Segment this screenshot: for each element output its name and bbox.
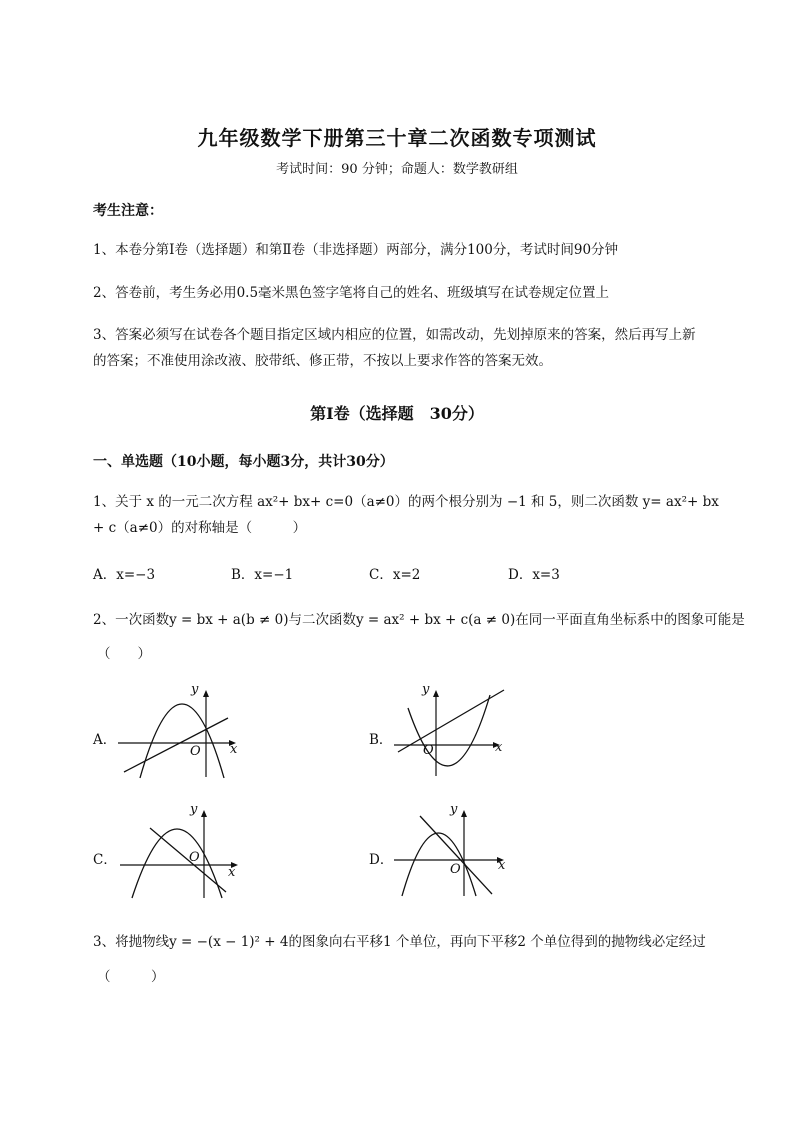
page-title: 九年级数学下册第三十章二次函数专项测试 — [197, 126, 597, 150]
y-axis-arrow — [433, 690, 439, 697]
line — [420, 816, 492, 894]
q2-option-c-label: C． — [93, 852, 117, 868]
line — [398, 690, 504, 752]
question-1-text-cont: + c（a≠0）的对称轴是（ ） — [93, 520, 307, 536]
q2-option-d-label: D． — [369, 852, 394, 868]
q2-graph-c — [110, 800, 250, 902]
y-axis-arrow — [203, 690, 209, 697]
y-axis-label: y — [191, 682, 199, 697]
question-2-text: 2、一次函数y = bx + a(b ≠ 0)与二次函数y = ax² + bx + c(a ≠ 0)在同一平面直角坐标系中的图象可能是 — [93, 612, 745, 628]
x-axis-label: x — [230, 742, 238, 757]
y-axis-label: y — [190, 802, 198, 817]
origin-label: O — [423, 743, 434, 758]
exam-info: 考试时间：90 分钟；命题人：数学教研组 — [276, 162, 518, 177]
y-axis-label: y — [450, 802, 458, 817]
q2-graph-d — [390, 800, 520, 902]
notice-heading: 考生注意： — [93, 203, 163, 219]
notice-item-3: 3、答案必须写在试卷各个题目指定区域内相应的位置，如需改动，先划掉原来的答案，然后再写上新 — [93, 327, 696, 343]
y-axis-arrow — [461, 810, 467, 817]
parabola — [140, 704, 224, 778]
q2-option-a-label: A． — [93, 732, 117, 748]
q1-option-a: A．x=−3 — [93, 567, 156, 583]
q1-option-d: D．x=3 — [508, 567, 560, 583]
x-axis-label: x — [498, 858, 506, 873]
parabola — [132, 829, 222, 898]
origin-label: O — [450, 862, 461, 877]
origin-label: O — [190, 744, 201, 759]
q2-graph-a — [110, 680, 250, 780]
x-axis-label: x — [228, 865, 236, 880]
x-axis-label: x — [495, 740, 503, 755]
y-axis-arrow — [201, 810, 207, 817]
notice-item-2: 2、答卷前，考生务必用0.5毫米黑色签字笔将自己的姓名、班级填写在试卷规定位置上 — [93, 285, 610, 301]
q2-graph-b — [390, 680, 520, 780]
line — [124, 718, 228, 772]
y-axis-label: y — [422, 682, 430, 697]
origin-label: O — [189, 850, 200, 865]
q1-option-b: B．x=−1 — [231, 567, 294, 583]
question-2-text-cont: （ ） — [97, 646, 151, 662]
question-1-text: 1、关于 x 的一元二次方程 ax²+ bx+ c=0（a≠0）的两个根分别为 −1 和 5，则二次函数 y= ax²+ bx — [93, 494, 719, 510]
part-heading: 一、单选题（10小题，每小题3分，共计30分） — [93, 454, 394, 470]
question-3-text-cont: （ ） — [97, 969, 165, 985]
notice-item-3-cont: 的答案；不准使用涂改液、胶带纸、修正带，不按以上要求作答的答案无效。 — [93, 353, 552, 369]
question-3-text: 3、将抛物线y = −(x − 1)² + 4的图象向右平移1 个单位，再向下平移2 个单位得到的抛物线必定经过 — [93, 934, 706, 950]
line — [150, 828, 226, 892]
notice-item-1: 1、本卷分第Ⅰ卷（选择题）和第Ⅱ卷（非选择题）两部分，满分100分，考试时间90分钟 — [93, 242, 619, 258]
q1-option-c: C．x=2 — [369, 567, 421, 583]
section-title: 第Ⅰ卷（选择题 30分） — [310, 404, 484, 423]
q2-option-b-label: B． — [369, 732, 393, 748]
